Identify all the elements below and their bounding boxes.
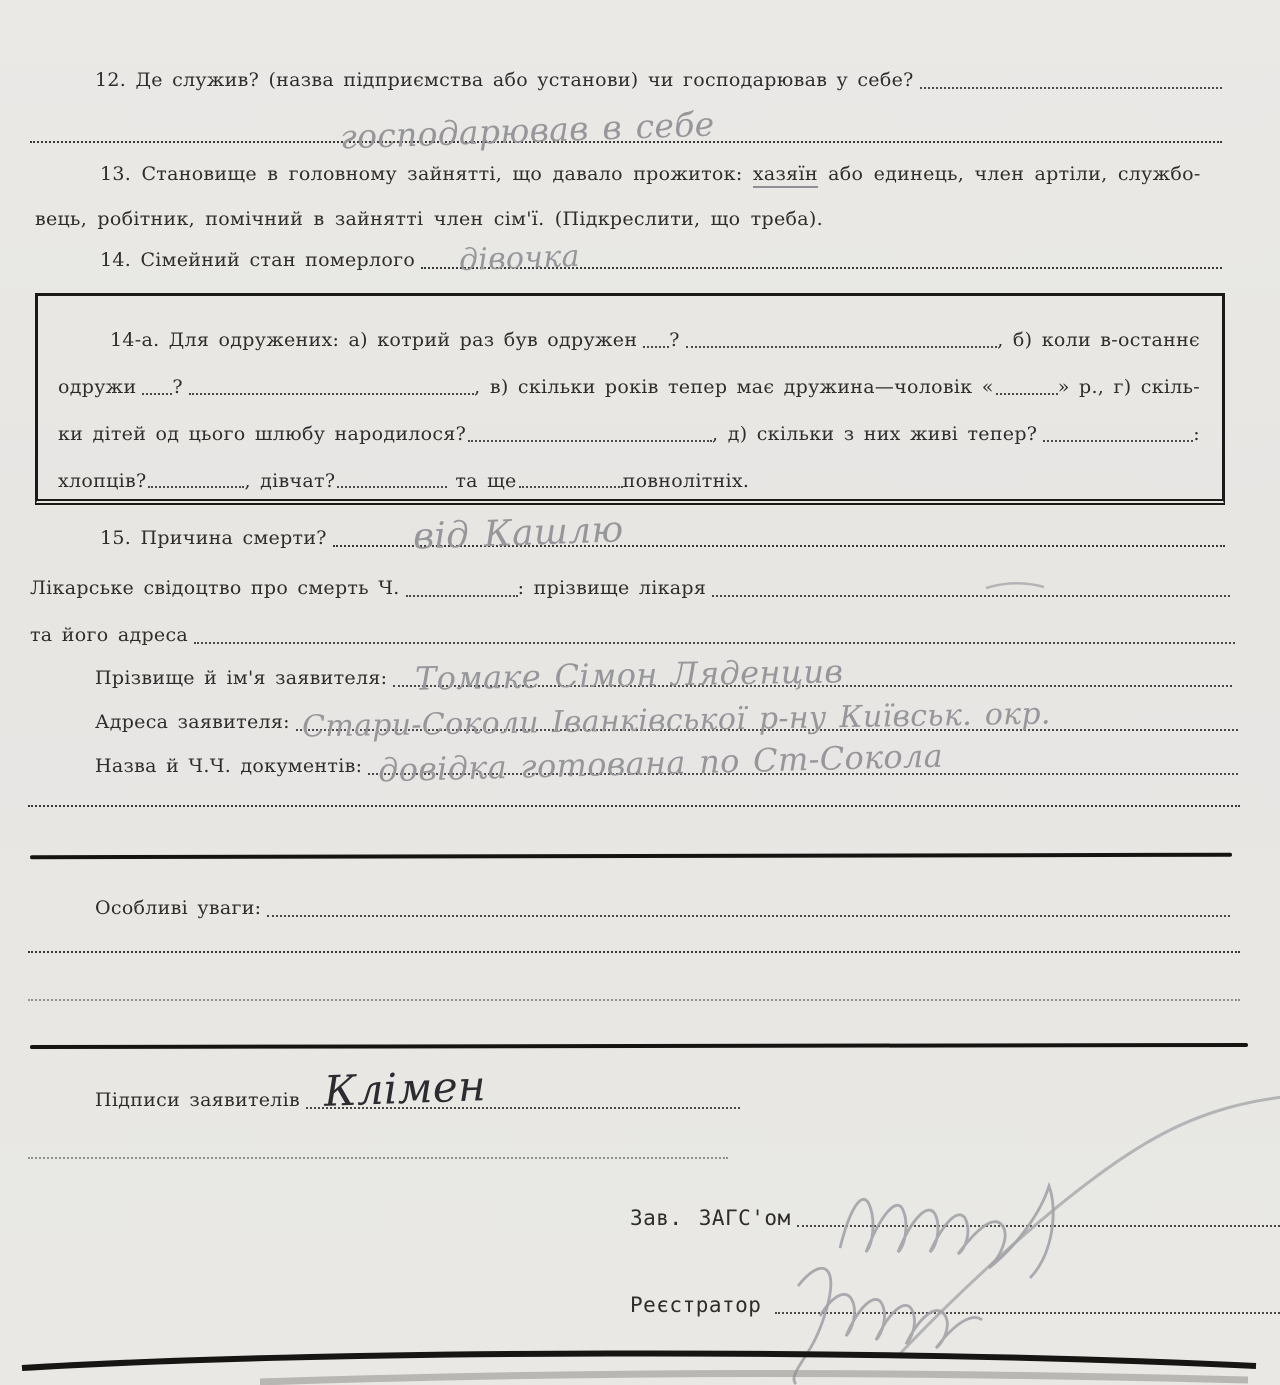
question-15-label: 15. Причина смерти? [100, 527, 327, 549]
question-13-line2: вець, робітник, помічний в зайнятті член сім'ї. (Підкреслити, що треба). [35, 208, 823, 230]
q14a-line4-andmore: та ще [455, 469, 517, 492]
documents-label: Назва й Ч.Ч. документів: [95, 755, 363, 777]
q14a-line2-tail: » р., г) скіль- [1057, 375, 1200, 398]
registrar-label: Реєстратор [630, 1293, 762, 1317]
question-12-label: 12. Де служив? (назва підприємства або установи) чи господарював у себе? [95, 69, 914, 91]
medical-certificate-line [30, 578, 1230, 600]
q14a-line1 [58, 330, 1200, 352]
section-divider-rule [30, 853, 1232, 860]
dotted-line [296, 696, 1238, 745]
question-14 [100, 238, 1222, 278]
question-14-label: 14. Сімейний стан померлого [100, 249, 416, 271]
applicant-address-line [95, 696, 1238, 745]
dotted-line [30, 104, 1222, 157]
doctor-address-label: та його адреса [30, 624, 189, 646]
dotted-line [368, 736, 1238, 790]
dotted-line [797, 1223, 1280, 1227]
doctor-address-line [30, 625, 1235, 647]
applicant-signature-handwriting: Клімен [323, 1061, 487, 1116]
applicant-name-line [95, 652, 1232, 698]
page-bottom-shadow [260, 1374, 1248, 1383]
dotted-line [28, 1155, 728, 1159]
section-divider-rule [30, 1043, 1248, 1049]
blank-dotted-line [28, 952, 1240, 956]
dotted-line [28, 997, 1240, 1001]
zags-head-label: Зав. ЗАГС'ом [630, 1206, 791, 1230]
q14a-question-mark2: ? [172, 375, 183, 398]
dotted-line [28, 949, 1240, 953]
registrar-signature-scribble [794, 1268, 831, 1384]
q14a-line3-colon: : [1193, 422, 1200, 445]
q14a-line2-text: одружи [58, 375, 137, 398]
dotted-line [406, 593, 518, 597]
applicant-address-label: Адреса заявителя: [95, 711, 290, 733]
blank-dotted-line [28, 806, 1240, 810]
q14a-line1-tail: , б) коли в-останнє [997, 329, 1200, 351]
question-13-line1 [100, 163, 1220, 186]
dotted-line [421, 238, 1222, 278]
q14a-line1-text: 14-а. Для одружених: а) котрий раз був одружен [110, 329, 638, 351]
zags-signature-scribble [840, 1186, 1053, 1278]
dotted-line [333, 509, 1225, 558]
blank-dotted-line [28, 1000, 1240, 1004]
q12-answer-handwriting: господарював в себе [339, 104, 716, 157]
question-12 [95, 70, 1222, 92]
q14a-line2-mid: , в) скільки років тепер має дружина—чоловік « [474, 375, 994, 398]
dotted-line [142, 391, 172, 395]
q13-text-prefix: 13. Становище в головному зайнятті, що давало прожиток: [100, 163, 753, 185]
applicant-name-handwriting: Томаке Сімон Ляденцив [415, 652, 844, 698]
q14a-line2 [58, 377, 1200, 399]
dotted-line [468, 438, 712, 442]
dotted-line [189, 391, 474, 395]
special-notes-label: Особливі уваги: [95, 897, 262, 919]
dotted-line [712, 593, 1230, 597]
dotted-line [306, 1061, 740, 1116]
special-notes-line [95, 898, 1230, 920]
q13-underlined-word: хазяїн [753, 163, 818, 188]
q14a-question-mark: ? [669, 329, 680, 351]
question-15 [100, 509, 1225, 558]
q14a-line4-boys: хлопців? [58, 469, 147, 492]
q14a-line4-adults: повнолітніх. [622, 469, 750, 492]
dotted-line [920, 85, 1222, 89]
applicant-signatures-label: Підписи заявителів [95, 1089, 301, 1111]
dotted-line [775, 1310, 1280, 1314]
q14a-line3-text: ки дітей од цього шлюбу народилося? [58, 422, 467, 445]
registrar-line [630, 1293, 1280, 1317]
q13-text-suffix: або единець, член артіли, службо- [817, 163, 1201, 185]
dotted-line [28, 803, 1240, 807]
question-14a-box [35, 293, 1225, 505]
dotted-line [393, 652, 1232, 698]
zags-head-line [630, 1206, 1280, 1230]
question-12-answer-line [30, 104, 1222, 157]
q14a-line4-girls: , дівчат? [244, 469, 336, 492]
dotted-line [996, 391, 1058, 395]
documents-line [95, 736, 1238, 790]
dotted-line [337, 484, 447, 488]
med-cert-label: Лікарське свідоцтво про смерть Ч. [30, 577, 400, 599]
applicant-name-label: Прізвище й ім'я заявителя: [95, 667, 388, 689]
dotted-line [148, 484, 244, 488]
q14a-line3-mid: , д) скільки з них живі тепер? [712, 422, 1038, 445]
q14a-line3 [58, 424, 1200, 446]
documents-handwriting: довідка готована по Ст-Сокола [377, 736, 944, 790]
q14a-line4 [58, 471, 1200, 493]
dotted-line [194, 640, 1235, 644]
dotted-line [686, 344, 997, 348]
dotted-line [643, 344, 669, 348]
dotted-line [267, 913, 1230, 917]
applicant-address-handwriting: Стари-Соколи Іванківської р-ну Київськ. окр. [301, 696, 1051, 745]
dotted-line [1043, 438, 1193, 442]
q14-answer-handwriting: дівочка [458, 238, 581, 278]
dotted-line [519, 484, 623, 488]
page-bottom-edge [22, 1353, 1256, 1368]
doctor-name-label: : прізвище лікаря [517, 577, 707, 599]
q15-answer-handwriting: від Кашлю [412, 509, 624, 558]
blank-dotted-line [28, 1158, 728, 1162]
applicant-signatures-line [95, 1061, 740, 1116]
